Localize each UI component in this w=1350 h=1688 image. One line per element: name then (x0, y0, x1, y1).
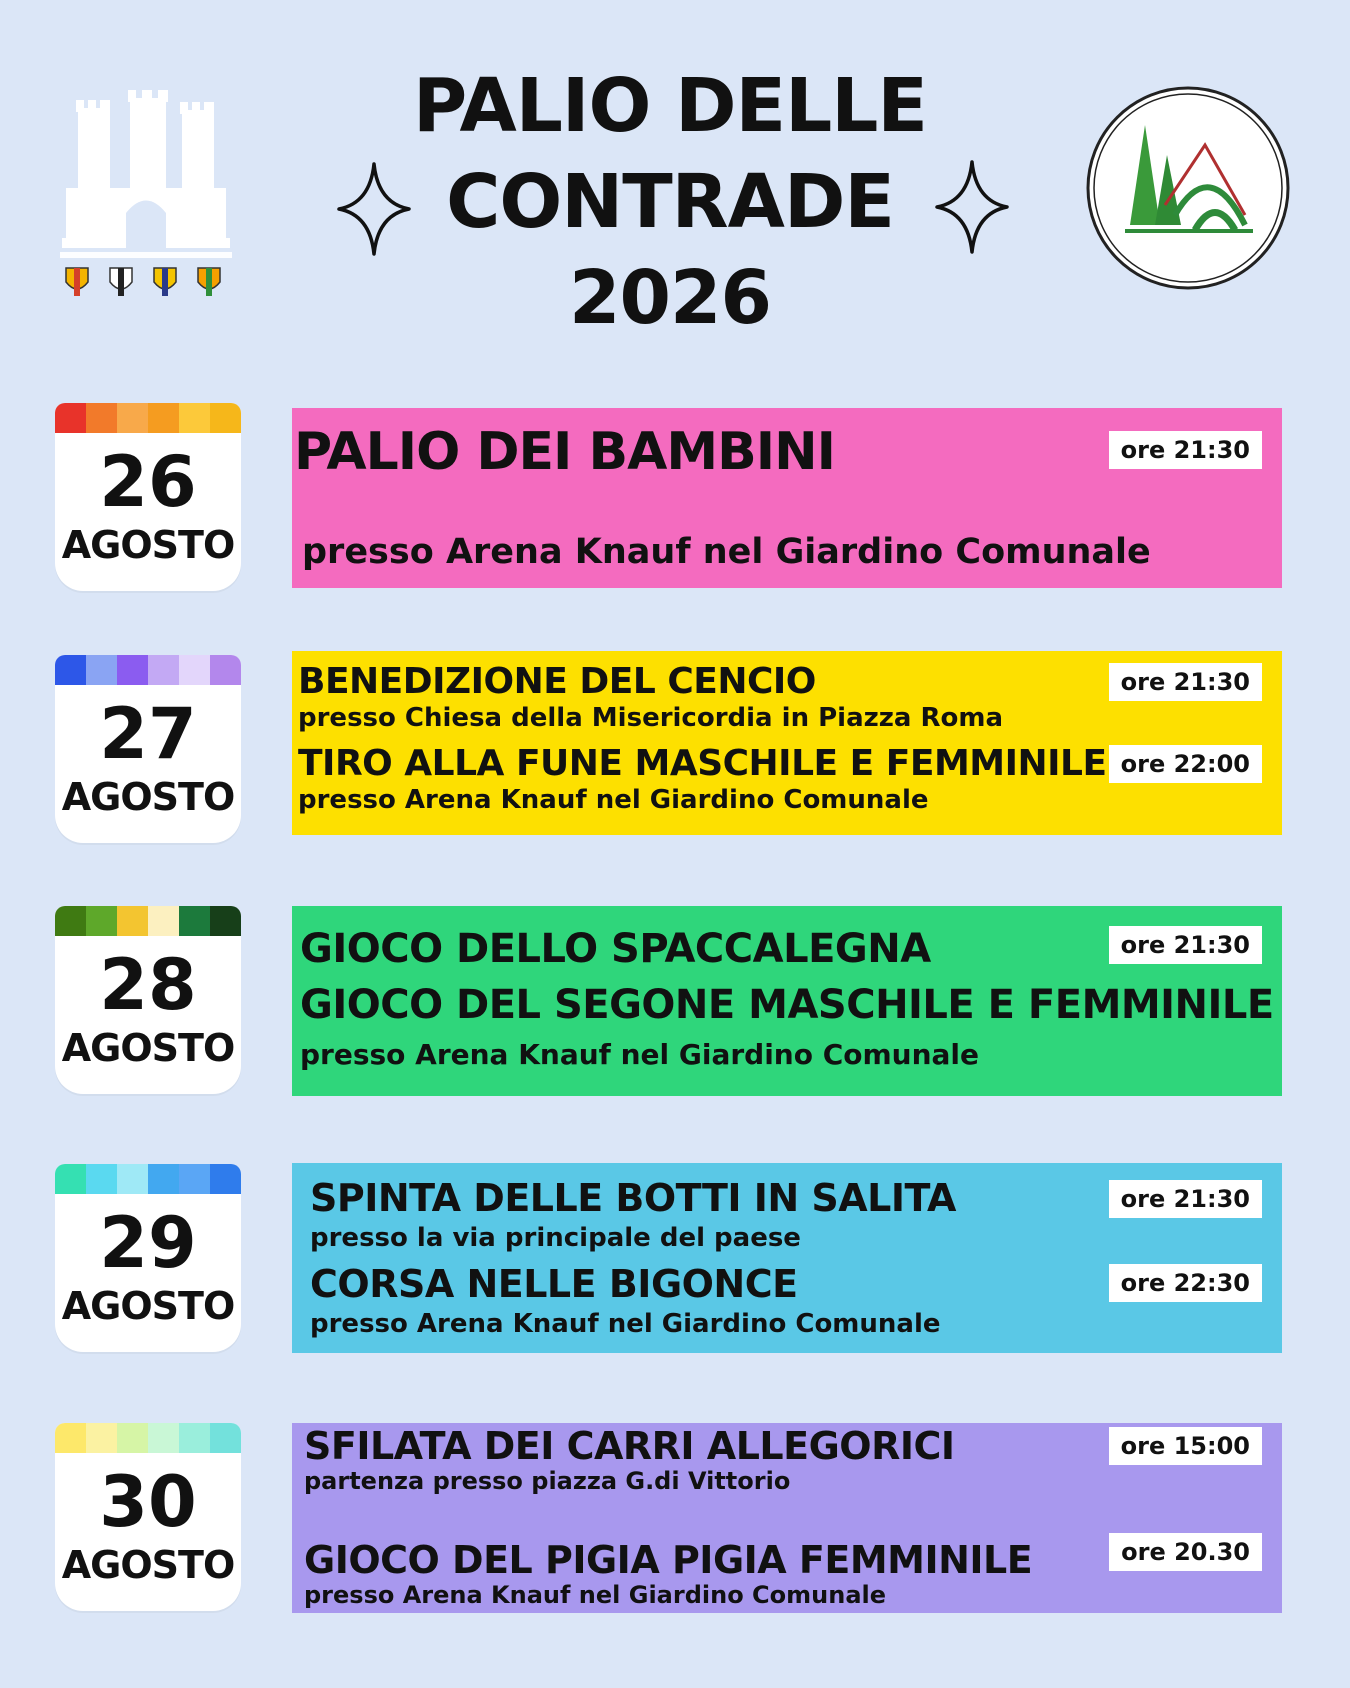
event-place: presso la via principale del paese (310, 1223, 801, 1253)
calendar-28 (55, 906, 241, 1094)
calendar-month: AGOSTO (61, 523, 235, 567)
calendar-27 (55, 655, 241, 843)
event-time: ore 15:00 (1109, 1427, 1262, 1465)
event-title: PALIO DEI BAMBINI (294, 422, 835, 482)
calendar-month: AGOSTO (61, 1026, 235, 1070)
event-title: GIOCO DEL SEGONE MASCHILE E FEMMINILE (300, 982, 1274, 1028)
title-line-2: CONTRADE (446, 159, 894, 245)
event-time: ore 21:30 (1109, 663, 1262, 701)
castle-emblem-icon (58, 88, 234, 308)
calendar-day: 27 (99, 693, 197, 775)
calendar-day: 28 (99, 944, 197, 1026)
event-place: presso Arena Knauf nel Giardino Comunale (304, 1581, 887, 1609)
calendar-month: AGOSTO (61, 775, 235, 819)
event-title: TIRO ALLA FUNE MASCHILE E FEMMINILE (298, 743, 1107, 784)
event-place: presso Arena Knauf nel Giardino Comunale (300, 1038, 980, 1071)
calendar-day: 29 (99, 1202, 197, 1284)
event-title: GIOCO DELLO SPACCALEGNA (300, 926, 931, 972)
calendar-30 (55, 1423, 241, 1611)
event-place: presso Arena Knauf nel Giardino Comunale (310, 1309, 941, 1339)
calendar-day: 26 (99, 441, 197, 523)
event-place: presso Chiesa della Misericordia in Piazza Roma (298, 703, 1004, 733)
event-title: BENEDIZIONE DEL CENCIO (298, 661, 816, 702)
event-time: ore 21:30 (1109, 431, 1262, 469)
event-place: presso Arena Knauf nel Giardino Comunale (302, 532, 1151, 572)
event-panel-28 (292, 906, 1282, 1096)
title-line-1: PALIO DELLE (413, 63, 927, 149)
event-place: partenza presso piazza G.di Vittorio (304, 1467, 791, 1495)
calendar-color-strip (55, 1423, 241, 1453)
event-panel-29 (292, 1163, 1282, 1353)
event-time: ore 22:30 (1109, 1264, 1262, 1302)
calendar-color-strip (55, 1164, 241, 1194)
event-title: SPINTA DELLE BOTTI IN SALITA (310, 1176, 956, 1220)
event-panel-30 (292, 1423, 1282, 1613)
calendar-29 (55, 1164, 241, 1352)
calendar-26 (55, 403, 241, 591)
event-panel-27 (292, 651, 1282, 835)
event-title: CORSA NELLE BIGONCE (310, 1262, 798, 1306)
page-title (360, 58, 980, 346)
calendar-color-strip (55, 403, 241, 433)
calendar-month: AGOSTO (61, 1284, 235, 1328)
sparkle-right-icon (933, 158, 1011, 256)
event-time: ore 22:00 (1109, 745, 1262, 783)
event-title: GIOCO DEL PIGIA PIGIA FEMMINILE (304, 1538, 1033, 1582)
calendar-month: AGOSTO (61, 1543, 235, 1587)
proloco-logo (1085, 85, 1291, 291)
calendar-color-strip (55, 655, 241, 685)
event-panel-26 (292, 408, 1282, 588)
event-time: ore 21:30 (1109, 926, 1262, 964)
event-title: SFILATA DEI CARRI ALLEGORICI (304, 1424, 955, 1468)
calendar-color-strip (55, 906, 241, 936)
event-time: ore 21:30 (1109, 1180, 1262, 1218)
title-line-3: 2026 (569, 255, 771, 341)
event-time: ore 20.30 (1109, 1533, 1262, 1571)
event-place: presso Arena Knauf nel Giardino Comunale (298, 785, 929, 815)
calendar-day: 30 (99, 1461, 197, 1543)
sparkle-left-icon (335, 160, 413, 258)
